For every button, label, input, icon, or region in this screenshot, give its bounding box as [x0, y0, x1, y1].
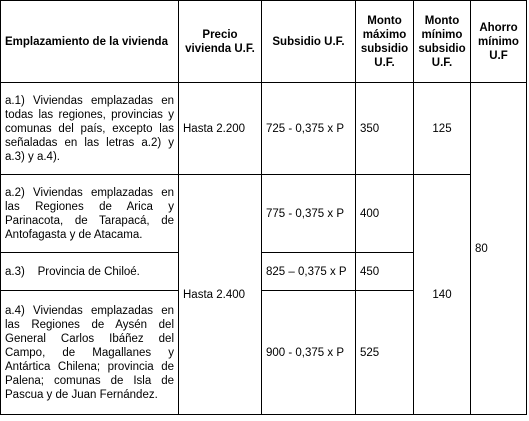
min-amount-cell: 140: [414, 175, 471, 415]
table-row: [1, 175, 527, 253]
max-subsidy-cell: 525: [356, 291, 414, 415]
location-cell: a.3) Provincia de Chiloé.: [1, 253, 179, 291]
price-cell: Hasta 2.400: [179, 175, 262, 415]
subsidy-cell: 825 – 0,375 x P: [262, 253, 356, 291]
header-location: Emplazamiento de la vivienda: [1, 1, 179, 83]
table-row: [1, 83, 527, 175]
subsidy-cell: 775 - 0,375 x P: [262, 175, 356, 253]
header-subsidy: Subsidio U.F.: [262, 1, 356, 83]
price-cell: Hasta 2.200: [179, 83, 262, 175]
header-row: [1, 1, 527, 83]
location-cell: a.1) Viviendas emplazadas en todas las regiones, provincias y comunas del país, excepto las señaladas en las letras a.2) y a.3) y a.4).: [1, 83, 179, 175]
header-price: Precio vivienda U.F.: [179, 1, 262, 83]
max-subsidy-cell: 450: [356, 253, 414, 291]
min-savings-cell: 80: [471, 83, 527, 415]
location-cell: a.4) Viviendas emplazadas en las Regiones de Aysén del General Carlos Ibáñez del Campo, de Magallanes y Antártica Chilena; provincia de Palena; comunas de Isla de Pascua y de Juan Fernández.: [1, 291, 179, 415]
header-min-amount: Monto mínimo subsidio U.F.: [414, 1, 471, 83]
header-max-subsidy: Monto máximo subsidio U.F.: [356, 1, 414, 83]
location-cell: a.2) Viviendas emplazadas en las Regiones de Arica y Parinacota, de Tarapacá, de Antofagasta y de Atacama.: [1, 175, 179, 253]
max-subsidy-cell: 400: [356, 175, 414, 253]
subsidy-cell: 725 - 0,375 x P: [262, 83, 356, 175]
max-subsidy-cell: 350: [356, 83, 414, 175]
min-amount-cell: 125: [414, 83, 471, 175]
header-min-savings: Ahorro mínimo U.F: [471, 1, 527, 83]
subsidy-cell: 900 - 0,375 x P: [262, 291, 356, 415]
